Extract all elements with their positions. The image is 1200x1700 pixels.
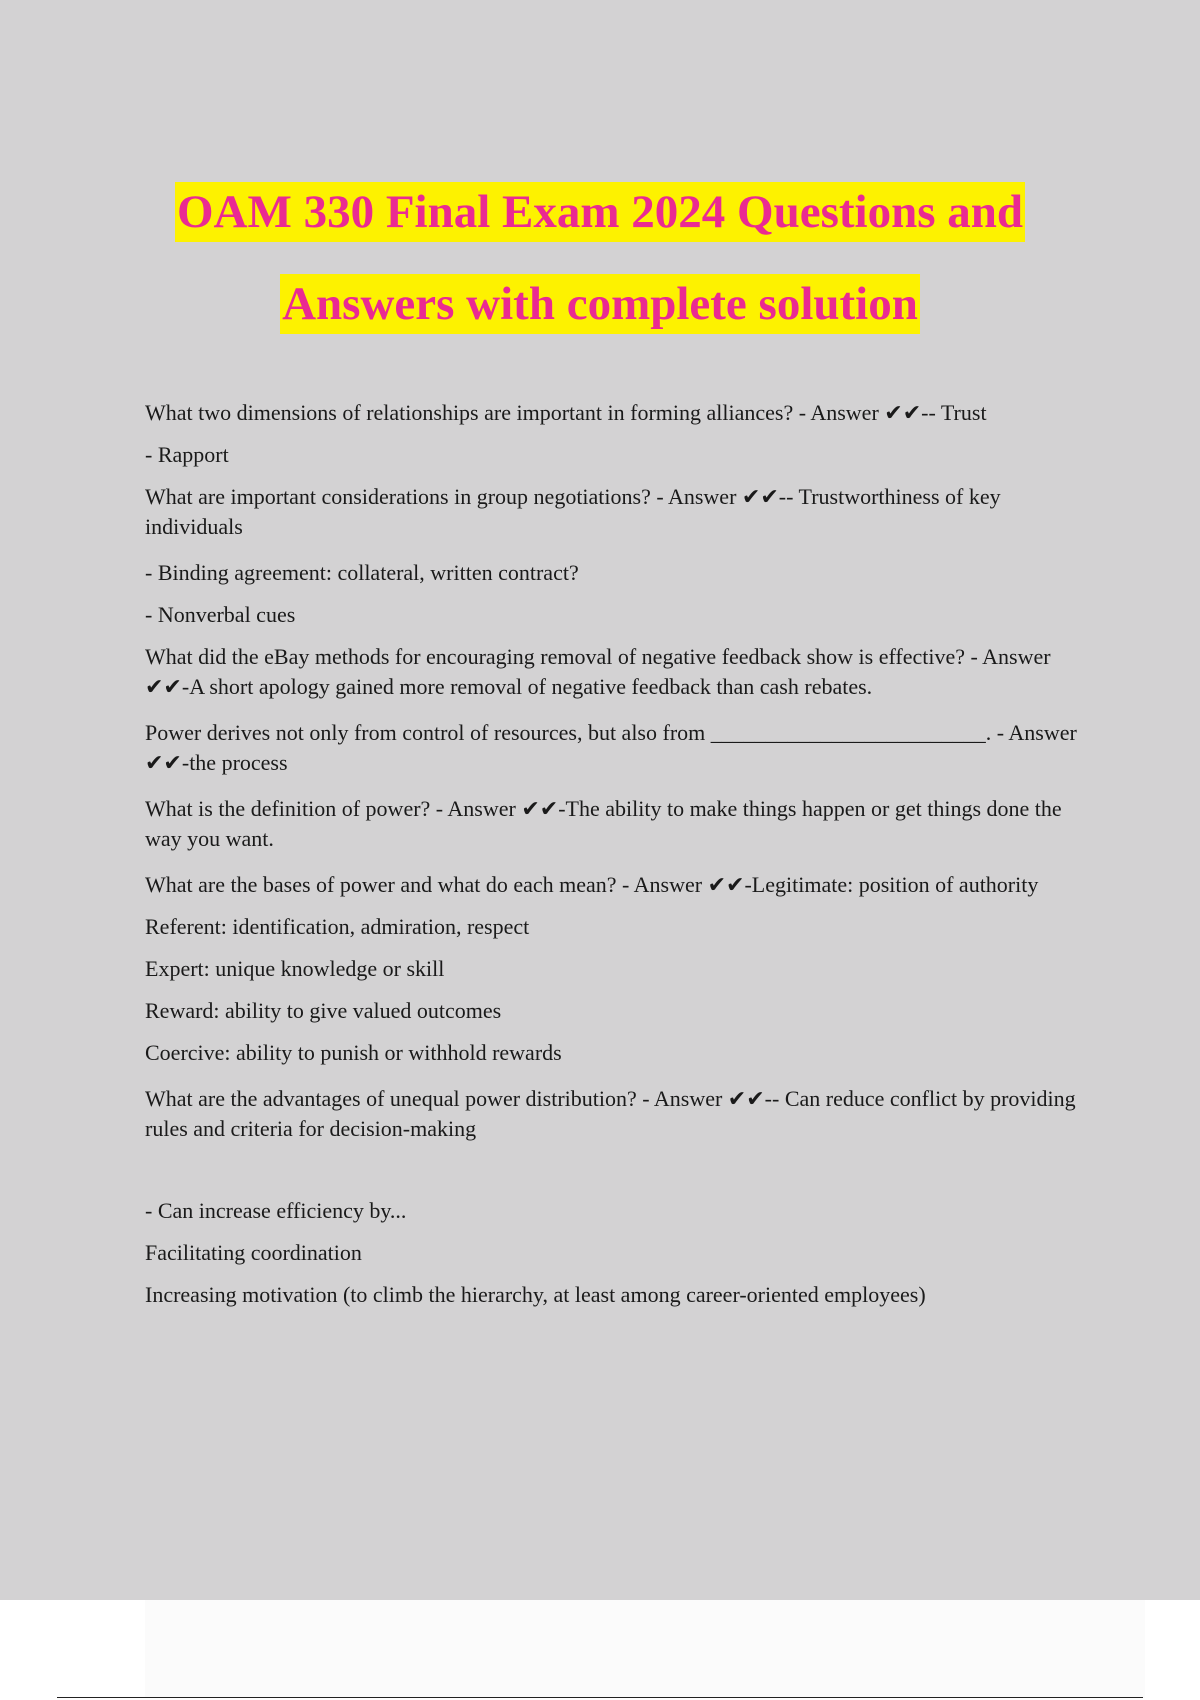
question-paragraph: Power derives not only from control of resources, but also from _________________________. - Answer ✔✔-the process	[145, 720, 1077, 775]
answer-line: - Binding agreement: collateral, written contract?	[145, 560, 579, 585]
document-title	[0, 166, 1200, 350]
question-paragraph: What are the advantages of unequal power distribution? - Answer ✔✔-- Can reduce conflict by providing rules and criteria for decision-making	[145, 1086, 1076, 1141]
answer-line: - Can increase efficiency by...	[145, 1198, 407, 1223]
title-line-2-text: Answers with complete solution	[280, 274, 920, 334]
qa-content	[145, 398, 1095, 1322]
answer-line: Expert: unique knowledge or skill	[145, 956, 445, 981]
answer-line: Facilitating coordination	[145, 1240, 362, 1265]
question-paragraph: What are the bases of power and what do each mean? - Answer ✔✔-Legitimate: position of authority	[145, 872, 1039, 897]
answer-line: Referent: identification, admiration, respect	[145, 914, 530, 939]
title-line-2	[0, 258, 1200, 350]
answer-line: Reward: ability to give valued outcomes	[145, 998, 502, 1023]
question-paragraph: What is the definition of power? - Answer ✔✔-The ability to make things happen or get things done the way you want.	[145, 796, 1062, 851]
title-line-1-text: OAM 330 Final Exam 2024 Questions and	[175, 182, 1025, 242]
footer-shade	[145, 1600, 1145, 1698]
question-paragraph: What did the eBay methods for encouraging removal of negative feedback show is effective? - Answer ✔✔-A short apology gained more removal of negative feedback than cash rebates.	[145, 644, 1051, 699]
answer-line: Increasing motivation (to climb the hierarchy, at least among career-oriented employees)	[145, 1282, 926, 1307]
question-paragraph: What two dimensions of relationships are important in forming alliances? - Answer ✔✔-- Trust	[145, 400, 987, 425]
answer-line: - Nonverbal cues	[145, 602, 296, 627]
answer-line: Coercive: ability to punish or withhold rewards	[145, 1040, 562, 1065]
title-line-1	[0, 166, 1200, 258]
footer-divider	[57, 1697, 1143, 1698]
answer-line: - Rapport	[145, 442, 229, 467]
question-paragraph: What are important considerations in group negotiations? - Answer ✔✔-- Trustworthiness of key individuals	[145, 484, 1001, 539]
